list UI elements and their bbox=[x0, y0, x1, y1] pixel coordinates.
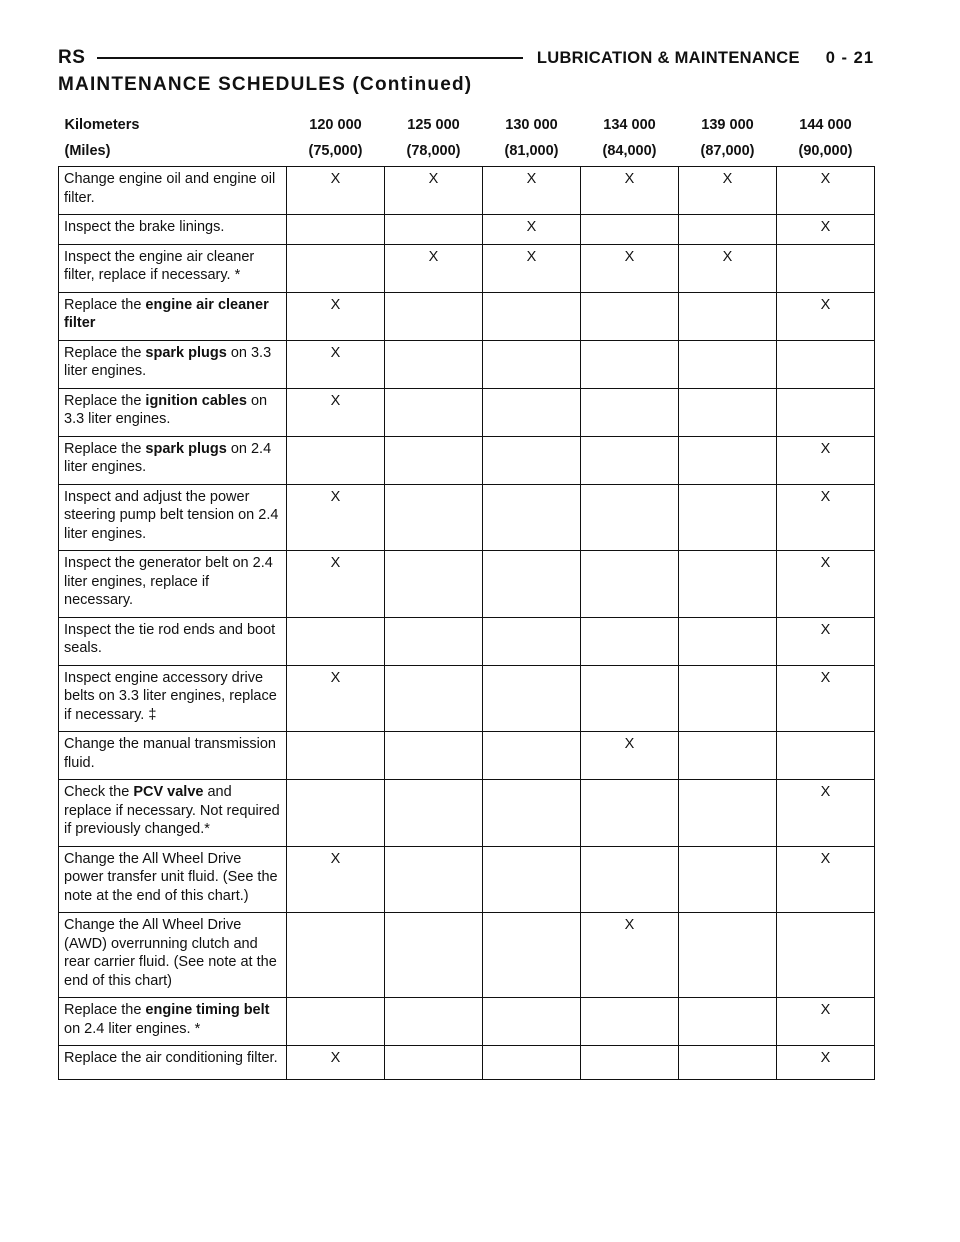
schedule-mark-cell: X bbox=[777, 998, 875, 1046]
task-text: Check the bbox=[64, 784, 134, 800]
task-text: Replace the bbox=[64, 392, 146, 409]
task-emphasis-text: PCV valve bbox=[133, 784, 204, 800]
table-body bbox=[59, 167, 875, 1080]
schedule-mark-cell bbox=[483, 1046, 581, 1080]
task-text: Replace the bbox=[64, 1002, 146, 1018]
section-title: MAINTENANCE SCHEDULES (Continued) bbox=[58, 74, 473, 95]
schedule-mark-cell bbox=[483, 998, 581, 1046]
schedule-mark-cell bbox=[483, 617, 581, 665]
schedule-mark-cell: X bbox=[777, 1046, 875, 1080]
maintenance-task-cell bbox=[59, 998, 287, 1046]
schedule-mark-cell bbox=[385, 846, 483, 913]
task-text: on 3.3 liter engines. bbox=[64, 392, 268, 427]
schedule-mark-cell: X bbox=[679, 244, 777, 292]
schedule-mark-cell bbox=[581, 215, 679, 245]
interval-header bbox=[679, 112, 777, 167]
schedule-mark-cell: X bbox=[287, 292, 385, 340]
schedule-mark-cell bbox=[581, 998, 679, 1046]
table-row bbox=[59, 1046, 875, 1080]
schedule-mark-cell bbox=[679, 846, 777, 913]
interval-km: 144 000 bbox=[799, 117, 852, 133]
table-row bbox=[59, 244, 875, 292]
maintenance-task-cell bbox=[59, 846, 287, 913]
schedule-mark-cell: X bbox=[777, 436, 875, 484]
task-text: on 3.3 liter engines. bbox=[64, 344, 272, 379]
schedule-mark-cell bbox=[385, 617, 483, 665]
task-emphasis-text: spark plugs bbox=[145, 344, 227, 361]
schedule-mark-cell bbox=[385, 340, 483, 388]
table-row bbox=[59, 665, 875, 732]
schedule-mark-cell bbox=[287, 998, 385, 1046]
schedule-mark-cell: X bbox=[777, 665, 875, 732]
schedule-mark-cell bbox=[777, 388, 875, 436]
maintenance-task-cell bbox=[59, 732, 287, 780]
schedule-mark-cell: X bbox=[287, 167, 385, 215]
maintenance-task-cell bbox=[59, 665, 287, 732]
schedule-mark-cell bbox=[581, 436, 679, 484]
schedule-mark-cell: X bbox=[777, 551, 875, 618]
schedule-mark-cell: X bbox=[777, 780, 875, 847]
maintenance-task-cell bbox=[59, 913, 287, 998]
page-header bbox=[58, 46, 874, 70]
header-page-number: 0 - 21 bbox=[825, 48, 874, 67]
schedule-mark-cell bbox=[385, 780, 483, 847]
maintenance-task-cell bbox=[59, 167, 287, 215]
schedule-mark-cell: X bbox=[287, 340, 385, 388]
task-text: Inspect the generator belt on 2.4 liter engines, replace if necessary. bbox=[64, 555, 273, 608]
table-row bbox=[59, 617, 875, 665]
schedule-mark-cell: X bbox=[483, 215, 581, 245]
schedule-mark-cell bbox=[679, 388, 777, 436]
task-text: Inspect the brake linings. bbox=[64, 219, 225, 235]
table-row bbox=[59, 167, 875, 215]
schedule-mark-cell bbox=[679, 732, 777, 780]
task-text: on 2.4 liter engines. * bbox=[64, 1020, 201, 1037]
table-header-row bbox=[59, 112, 875, 167]
schedule-mark-cell bbox=[287, 617, 385, 665]
schedule-mark-cell bbox=[483, 665, 581, 732]
interval-km: 134 000 bbox=[603, 117, 656, 133]
task-text: Inspect engine accessory drive belts on 3.3 liter engines, replace if necessary. ‡ bbox=[64, 669, 277, 723]
table-row bbox=[59, 436, 875, 484]
table-row bbox=[59, 551, 875, 618]
schedule-mark-cell: X bbox=[385, 244, 483, 292]
maintenance-task-cell bbox=[59, 340, 287, 388]
schedule-mark-cell bbox=[483, 484, 581, 551]
schedule-mark-cell bbox=[581, 1046, 679, 1080]
schedule-mark-cell: X bbox=[777, 292, 875, 340]
schedule-mark-cell bbox=[385, 732, 483, 780]
task-emphasis-text: engine air cleaner filter bbox=[64, 296, 269, 331]
maintenance-task-cell bbox=[59, 484, 287, 551]
schedule-mark-cell: X bbox=[581, 167, 679, 215]
schedule-mark-cell: X bbox=[581, 732, 679, 780]
schedule-mark-cell: X bbox=[483, 244, 581, 292]
maintenance-task-cell bbox=[59, 436, 287, 484]
schedule-mark-cell bbox=[483, 436, 581, 484]
maintenance-task-cell bbox=[59, 215, 287, 245]
header-model-code: RS bbox=[58, 47, 86, 68]
interval-header bbox=[287, 112, 385, 167]
schedule-mark-cell: X bbox=[287, 665, 385, 732]
table-row bbox=[59, 913, 875, 998]
maintenance-task-cell bbox=[59, 617, 287, 665]
task-text: Inspect and adjust the power steering pump belt tension on 2.4 liter engines. bbox=[64, 488, 279, 542]
schedule-mark-cell bbox=[777, 244, 875, 292]
table-row bbox=[59, 998, 875, 1046]
interval-miles: (90,000) bbox=[798, 142, 853, 159]
schedule-mark-cell bbox=[287, 913, 385, 998]
task-text: Replace the bbox=[64, 440, 146, 457]
schedule-mark-cell bbox=[581, 551, 679, 618]
schedule-mark-cell bbox=[483, 388, 581, 436]
interval-km: 125 000 bbox=[407, 117, 460, 133]
schedule-mark-cell: X bbox=[287, 388, 385, 436]
maintenance-task-cell bbox=[59, 551, 287, 618]
maintenance-schedule-table bbox=[58, 112, 875, 1080]
interval-miles: (81,000) bbox=[504, 142, 559, 159]
schedule-mark-cell: X bbox=[777, 617, 875, 665]
schedule-mark-cell: X bbox=[777, 846, 875, 913]
task-emphasis-text: engine timing belt bbox=[145, 1002, 270, 1018]
schedule-mark-cell bbox=[483, 292, 581, 340]
schedule-mark-cell bbox=[385, 215, 483, 245]
task-emphasis-text: spark plugs bbox=[145, 440, 227, 457]
schedule-mark-cell bbox=[385, 484, 483, 551]
table-row bbox=[59, 846, 875, 913]
header-rule bbox=[97, 57, 522, 59]
schedule-mark-cell bbox=[777, 340, 875, 388]
schedule-mark-cell: X bbox=[777, 215, 875, 245]
header-chapter-title: LUBRICATION & MAINTENANCE bbox=[536, 48, 800, 67]
interval-miles: (78,000) bbox=[406, 142, 461, 159]
task-text: and replace if necessary. Not required if previously changed.* bbox=[64, 784, 280, 837]
schedule-mark-cell: X bbox=[777, 484, 875, 551]
schedule-mark-cell bbox=[483, 846, 581, 913]
interval-header bbox=[581, 112, 679, 167]
schedule-mark-cell bbox=[483, 340, 581, 388]
task-text: Replace the bbox=[64, 344, 146, 361]
task-text: Change engine oil and engine oil filter. bbox=[64, 171, 276, 206]
interval-label-header bbox=[59, 112, 287, 167]
interval-header bbox=[385, 112, 483, 167]
schedule-mark-cell bbox=[679, 436, 777, 484]
interval-miles: (75,000) bbox=[308, 142, 363, 159]
schedule-mark-cell bbox=[385, 998, 483, 1046]
task-text: Change the All Wheel Drive power transfer unit fluid. (See the note at the end of this chart.) bbox=[64, 850, 278, 904]
schedule-mark-cell bbox=[581, 846, 679, 913]
schedule-mark-cell bbox=[581, 665, 679, 732]
miles-label: (Miles) bbox=[64, 142, 111, 159]
maintenance-task-cell bbox=[59, 1046, 287, 1080]
schedule-mark-cell: X bbox=[287, 1046, 385, 1080]
schedule-mark-cell bbox=[679, 215, 777, 245]
table-row bbox=[59, 732, 875, 780]
schedule-mark-cell bbox=[679, 617, 777, 665]
task-text: Change the manual transmission fluid. bbox=[64, 736, 276, 771]
table-row bbox=[59, 388, 875, 436]
schedule-mark-cell bbox=[679, 551, 777, 618]
schedule-mark-cell: X bbox=[287, 484, 385, 551]
schedule-mark-cell bbox=[385, 551, 483, 618]
schedule-mark-cell bbox=[777, 732, 875, 780]
task-text: Inspect the engine air cleaner filter, replace if necessary. * bbox=[64, 248, 255, 283]
table-row bbox=[59, 340, 875, 388]
schedule-mark-cell bbox=[483, 780, 581, 847]
schedule-mark-cell bbox=[287, 215, 385, 245]
schedule-mark-cell: X bbox=[483, 167, 581, 215]
schedule-mark-cell: X bbox=[385, 167, 483, 215]
maintenance-task-cell bbox=[59, 388, 287, 436]
schedule-mark-cell bbox=[581, 484, 679, 551]
interval-miles: (84,000) bbox=[602, 142, 657, 159]
task-text: on 2.4 liter engines. bbox=[64, 440, 272, 475]
schedule-mark-cell bbox=[679, 340, 777, 388]
schedule-mark-cell bbox=[287, 244, 385, 292]
schedule-mark-cell bbox=[385, 1046, 483, 1080]
schedule-mark-cell bbox=[679, 484, 777, 551]
schedule-mark-cell bbox=[385, 388, 483, 436]
schedule-mark-cell: X bbox=[287, 551, 385, 618]
schedule-mark-cell bbox=[385, 913, 483, 998]
schedule-mark-cell: X bbox=[581, 913, 679, 998]
table-row bbox=[59, 484, 875, 551]
task-text: Replace the bbox=[64, 296, 146, 313]
schedule-mark-cell bbox=[483, 551, 581, 618]
maintenance-task-cell bbox=[59, 292, 287, 340]
schedule-mark-cell bbox=[581, 617, 679, 665]
table-row bbox=[59, 780, 875, 847]
table-row bbox=[59, 215, 875, 245]
schedule-mark-cell bbox=[581, 780, 679, 847]
schedule-mark-cell bbox=[679, 665, 777, 732]
task-text: Replace the air conditioning filter. bbox=[64, 1050, 278, 1066]
schedule-mark-cell bbox=[385, 436, 483, 484]
schedule-mark-cell bbox=[679, 998, 777, 1046]
schedule-mark-cell bbox=[385, 292, 483, 340]
schedule-mark-cell bbox=[483, 732, 581, 780]
interval-km: 120 000 bbox=[309, 117, 362, 133]
schedule-mark-cell bbox=[679, 1046, 777, 1080]
schedule-mark-cell bbox=[287, 732, 385, 780]
schedule-mark-cell bbox=[483, 913, 581, 998]
interval-miles: (87,000) bbox=[700, 142, 755, 159]
schedule-mark-cell bbox=[679, 913, 777, 998]
interval-header bbox=[777, 112, 875, 167]
schedule-mark-cell: X bbox=[679, 167, 777, 215]
schedule-mark-cell bbox=[287, 436, 385, 484]
maintenance-task-cell bbox=[59, 780, 287, 847]
task-text: Inspect the tie rod ends and boot seals. bbox=[64, 621, 276, 656]
schedule-mark-cell bbox=[581, 292, 679, 340]
table-row bbox=[59, 292, 875, 340]
schedule-mark-cell bbox=[385, 665, 483, 732]
schedule-mark-cell bbox=[287, 780, 385, 847]
schedule-mark-cell bbox=[581, 388, 679, 436]
schedule-mark-cell: X bbox=[581, 244, 679, 292]
schedule-mark-cell bbox=[581, 340, 679, 388]
schedule-mark-cell bbox=[679, 780, 777, 847]
schedule-mark-cell bbox=[679, 292, 777, 340]
schedule-mark-cell: X bbox=[777, 167, 875, 215]
kilometers-label: Kilometers bbox=[64, 117, 140, 133]
schedule-mark-cell: X bbox=[287, 846, 385, 913]
maintenance-task-cell bbox=[59, 244, 287, 292]
schedule-mark-cell bbox=[777, 913, 875, 998]
interval-km: 139 000 bbox=[701, 117, 754, 133]
task-emphasis-text: ignition cables bbox=[145, 392, 247, 409]
interval-header bbox=[483, 112, 581, 167]
interval-km: 130 000 bbox=[505, 117, 558, 133]
task-text: Change the All Wheel Drive (AWD) overrunning clutch and rear carrier fluid. (See note at the end of this chart) bbox=[64, 917, 277, 989]
